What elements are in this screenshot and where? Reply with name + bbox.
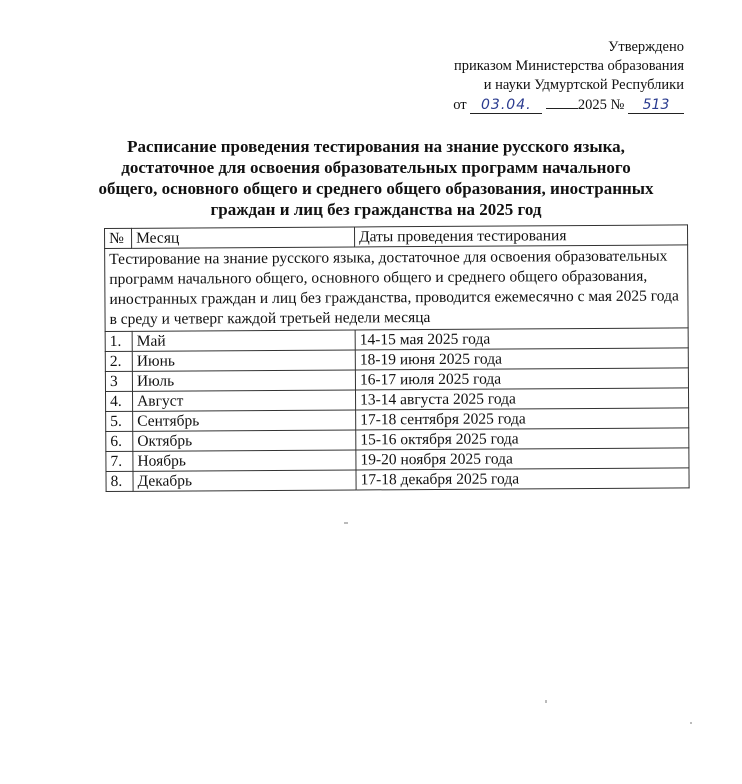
scan-speck xyxy=(545,700,547,703)
header-dates: Даты проведения тестирования xyxy=(354,225,687,247)
approval-date-line xyxy=(453,95,684,115)
date-blank xyxy=(546,95,578,109)
row-month: Июнь xyxy=(132,350,355,371)
row-number: 4. xyxy=(105,391,132,411)
row-dates: 15-16 октября 2025 года xyxy=(356,428,689,450)
approval-line-order: приказом Министерства образования xyxy=(453,58,684,74)
intro-row xyxy=(105,245,688,332)
row-month: Ноябрь xyxy=(133,450,356,471)
title-line-2: достаточное для освоения образовательных программ начального xyxy=(121,158,631,177)
row-number: 2. xyxy=(105,351,132,371)
row-month: Июль xyxy=(132,370,355,391)
title-line-3: общего, основного общего и среднего общего образования, иностранных xyxy=(98,179,654,198)
row-number: 7. xyxy=(106,451,133,471)
approval-line-approved: Утверждено xyxy=(608,39,684,55)
row-dates: 17-18 сентября 2025 года xyxy=(356,408,689,430)
row-dates: 18-19 июня 2025 года xyxy=(355,348,688,370)
from-label: от xyxy=(453,97,467,113)
row-number: 8. xyxy=(106,471,133,491)
row-month: Август xyxy=(132,390,355,411)
row-month: Октябрь xyxy=(133,430,356,451)
row-month: Май xyxy=(132,330,355,351)
row-number: 6. xyxy=(106,431,133,451)
row-month: Декабрь xyxy=(133,470,356,491)
title-line-4: граждан и лиц без гражданства на 2025 год xyxy=(210,200,542,219)
row-dates: 13-14 августа 2025 года xyxy=(355,388,688,410)
row-dates: 17-18 декабря 2025 года xyxy=(356,468,689,490)
row-dates: 14-15 мая 2025 года xyxy=(355,328,688,350)
row-dates: 19-20 ноября 2025 года xyxy=(356,448,689,470)
schedule-table xyxy=(104,224,690,492)
year-label: 2025 № xyxy=(577,97,625,113)
title-line-1: Расписание проведения тестирования на знание русского языка, xyxy=(127,137,625,156)
scan-speck xyxy=(690,722,692,724)
document-title xyxy=(90,136,662,220)
row-dates: 16-17 июля 2025 года xyxy=(355,368,688,390)
handwritten-order-number: 513 xyxy=(628,97,684,114)
row-number: 5. xyxy=(106,411,133,431)
intro-text: Тестирование на знание русского языка, достаточное для освоения образовательных программ начального общего, основного общего и среднего общего образования, иностранных граждан и лиц без гражданства, проводится ежемесячно с мая 2025 года в среду и четверг каждой третьей недели месяца xyxy=(105,245,688,332)
handwritten-date: 03.04. xyxy=(470,97,542,114)
header-month: Месяц xyxy=(132,227,355,248)
table-row xyxy=(106,468,689,492)
row-number: 3 xyxy=(105,371,132,391)
scan-speck xyxy=(344,522,348,524)
approval-block xyxy=(453,38,684,115)
header-number: № xyxy=(105,228,132,248)
approval-line-ministry: и науки Удмуртской Республики xyxy=(483,77,684,93)
row-month: Сентябрь xyxy=(133,410,356,431)
row-number: 1. xyxy=(105,331,132,351)
